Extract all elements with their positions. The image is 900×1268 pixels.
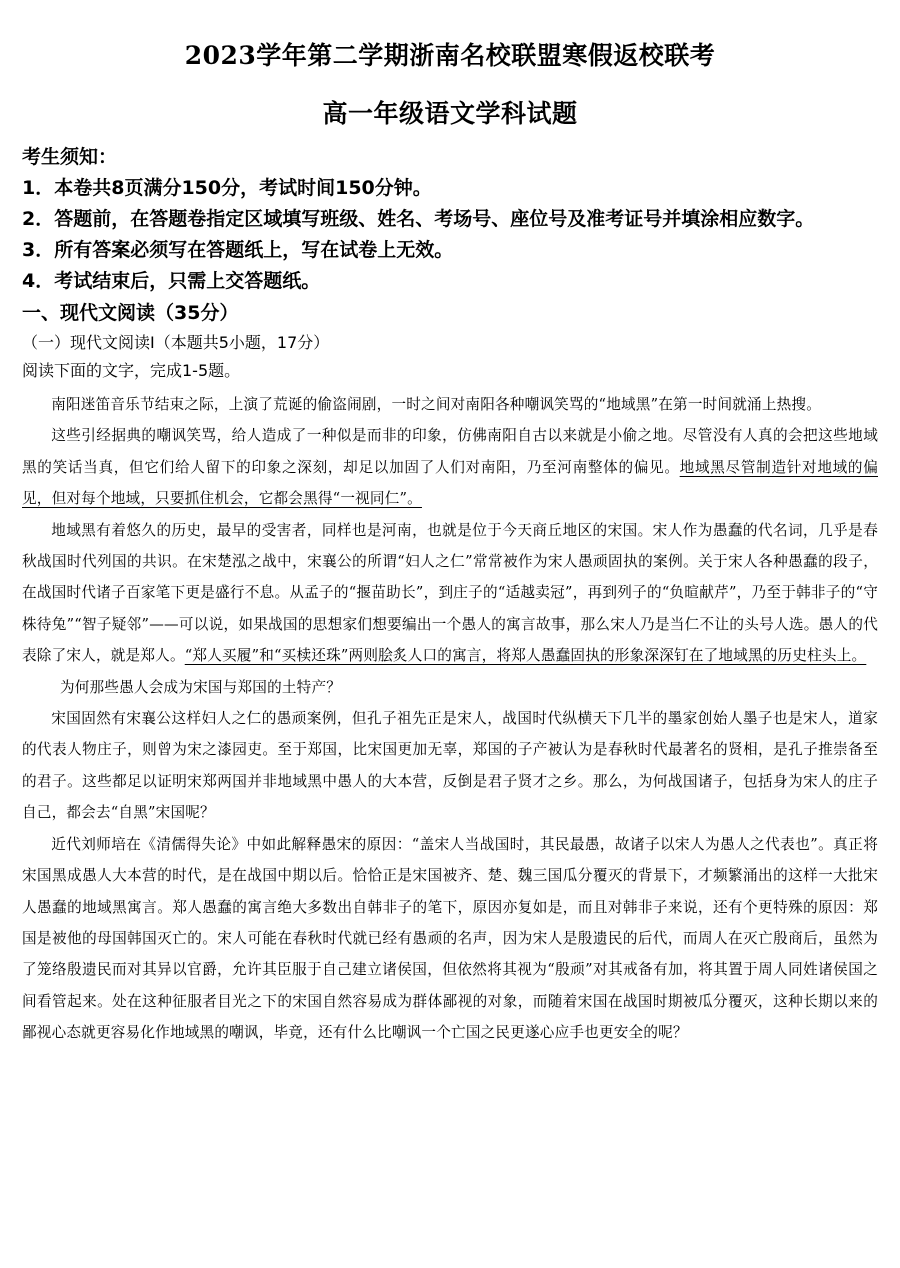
- passage-text: 这些引经据典的嘲讽笑骂，给人造成了一种似是而非的印象，仿佛南阳自古以来就是小偷之地。尽管没有人真的会把这些地域黑的笑话当真，但它们给人留下的印象之深刻，却足以加固了人们对南阳，乃至河南整体的偏见。: [22, 427, 878, 476]
- reading-passage: [22, 389, 878, 1049]
- passage-text: 地域黑有着悠久的历史，最早的受害者，同样也是河南，也就是位于今天商丘地区的宋国。宋人作为愚蠢的代名词，几乎是春秋战国时代列国的共识。在宋楚泓之战中，宋襄公的所谓“妇人之仁”常常被作为宋人愚顽固执的案例。关于宋人各种愚蠢的段子，在战国时代诸子百家笔下更是盛行不息。从孟子的“揠苗助长”，到庄子的“适越卖冠”，再到列子的“负暄献芹”，乃至于韩非子的“守株待兔”“智子疑邻”——可以说，如果战国的思想家们想要编出一个愚人的寓言故事，那么宋人乃是当仁不让的头号人选。愚人的代表除了宋人，就是郑人。: [22, 521, 878, 665]
- exam-subtitle: 高一年级语文学科试题: [322, 99, 578, 128]
- notice-heading: 考生须知：: [22, 146, 118, 168]
- notice-item: 3．所有答案必须写在答题纸上，写在试卷上无效。: [22, 239, 454, 261]
- notice-item: 1．本卷共8页满分150分，考试时间150分钟。: [22, 177, 432, 199]
- candidate-notice: [22, 142, 878, 297]
- exam-title: 2023学年第二学期浙南名校联盟寒假返校联考: [184, 41, 716, 70]
- underlined-sentence: 地域黑尽管制造针对地域的偏见，但对每个地域，只要抓住机会，它都会黑得“一视同仁”。: [22, 458, 878, 508]
- passage-paragraph: 宋国固然有宋襄公这样妇人之仁的愚顽案例，但孔子祖先正是宋人，战国时代纵横天下几半的墨家创始人墨子也是宋人，道家的代表人物庄子，则曾为宋之漆园吏。至于郑国，比宋国更加无辜，郑国的子产被认为是春秋时代最著名的贤相，是孔子推崇备至的君子。这些都足以证明宋郑两国并非地域黑中愚人的大本营，反倒是君子贤才之乡。那么，为何战国诸子，包括身为宋人的庄子自己，都会去“自黑”宋国呢？: [22, 710, 878, 822]
- notice-item: 2．答题前，在答题卷指定区域填写班级、姓名、考场号、座位号及准考证号并填涂相应数字。: [22, 208, 815, 230]
- passage-paragraph: 南阳迷笛音乐节结束之际，上演了荒诞的偷盗闹剧，一时之间对南阳各种嘲讽笑骂的“地域黑”在第一时间就涌上热搜。: [51, 396, 821, 413]
- section-heading: 一、现代文阅读（35分）: [22, 302, 239, 324]
- passage-paragraph: [22, 420, 878, 514]
- passage-paragraph: 近代刘师培在《清儒得失论》中如此解释愚宋的原因：“盖宋人当战国时，其民最愚，故诸子以宋人为愚人之代表也”。真正将宋国黑成愚人大本营的时代，是在战国中期以后。恰恰正是宋国被齐、楚、魏三国瓜分覆灭的背景下，才频繁涌出的这样一大批宋人愚蠢的地域黑寓言。郑人愚蠢的寓言绝大多数出自韩非子的笔下，原因亦复如是，而且对韩非子来说，还有个更特殊的原因：郑国是被他的母国韩国灭亡的。宋人可能在春秋时代就已经有愚顽的名声，因为宋人是殷遗民的后代，而周人在灭亡殷商后，虽然为了笼络殷遗民而对其异以官爵，允许其臣服于自己建立诸侯国，但依然将其视为“殷顽”对其戒备有加，将其置于周人同姓诸侯国之间看管起来。处在这种征服者目光之下的宋国自然容易成为群体鄙视的对象，而随着宋国在战国时期被瓜分覆灭，这种长期以来的鄙视心态就更容易化作地域黑的嘲讽，毕竟，还有什么比嘲讽一个亡国之民更遂心应手也更安全的呢？: [22, 835, 878, 1042]
- notice-item: 4．考试结束后，只需上交答题纸。: [22, 270, 321, 292]
- passage-paragraph: [22, 515, 878, 672]
- reading-instruction: 阅读下面的文字，完成1-5题。: [22, 361, 241, 380]
- passage-question-line: 为何那些愚人会成为宋国与郑国的土特产？: [59, 678, 342, 696]
- subsection-heading: （一）现代文阅读Ⅰ（本题共5小题，17分）: [22, 333, 330, 352]
- underlined-sentence: “郑人买履”和“买椟还珠”两则脍炙人口的寓言，将郑人愚蠢固执的形象深深钉在了地域黑的历史柱头上。: [184, 647, 867, 665]
